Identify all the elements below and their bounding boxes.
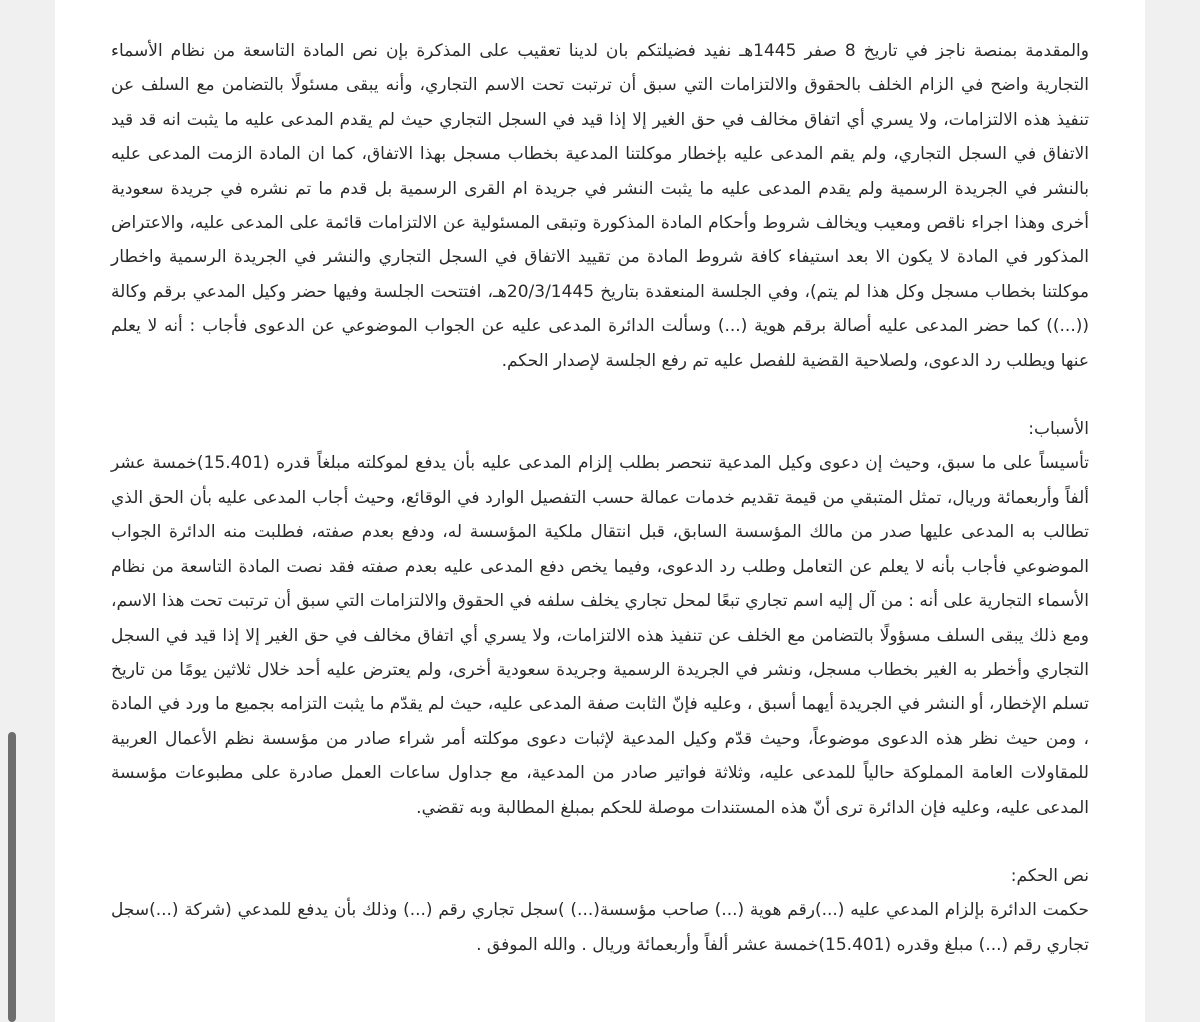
ruling-paragraph: حكمت الدائرة بإلزام المدعي عليه (...)رقم هوية (...) صاحب مؤسسة(...) )سجل تجاري رقم (...) وذلك بأن يدفع للمدعي (شركة (...)سجل تجاري رقم (...) مبلغ وقدره (15.401)خمسة عشر ألفاً وأربعمائة وريال . والله الموفق . [111,900,1089,955]
scrollbar-thumb[interactable] [8,732,16,1022]
reasons-paragraph: تأسيساً على ما سبق، وحيث إن دعوى وكيل المدعية تنحصر بطلب إلزام المدعى عليه بأن يدفع لموكلته مبلغاً قدره (15.401)خمسة عشر ألفاً وأربعمائة وريال، تمثل المتبقي من قيمة تقديم خدمات عمالة حسب التفصيل الوارد في الوقائع، وحيث أجاب المدعى عليه بأن الحق الذي تطالب به المدعى عليها صدر من مالك المؤسسة السابق، قبل انتقال ملكية المؤسسة له، ودفع بعدم صفته، فطلبت منه الدائرة الجواب الموضوعي فأجاب بأنه لا يعلم عن التعامل وطلب رد الدعوى، وفيما يخص دفع المدعى عليه بعدم صفته فقد نصت المادة التاسعة من نظام الأسماء التجارية على أنه : من آل إليه اسم تجاري تبعًا لمحل تجاري يخلف سلفه في الحقوق والالتزامات التي سبق أن ترتبت تحت هذا الاسم، ومع ذلك يبقى السلف مسؤولًا بالتضامن مع الخلف عن تنفيذ هذه الالتزامات، ولا يسري أي اتفاق مخالف في حق الغير إلا إذا قيد في السجل التجاري وأخطر به الغير بخطاب مسجل، ونشر في الجريدة الرسمية وجريدة سعودية أخرى، ولم يعترض عليه أحد خلال ثلاثين يومًا من تاريخ تسلم الإخطار، أو النشر في الجريدة أيهما أسبق ، وعليه فإنّ الثابت صفة المدعى عليه، حيث لم يقدّم ما يثبت التزامه بجميع ما ورد في المادة ، ومن حيث نظر هذه الدعوى موضوعاً، وحيث قدّم وكيل المدعية لإثبات دعوى موكلته أمر شراء صادر من مؤسسة نظم الأعمال العربية للمقاولات العامة المملوكة حالياً للمدعى عليه، وثلاثة فواتير صادر من المدعية، مع جداول ساعات العمل صادرة على مطبوعات مؤسسة المدعى عليه، وعليه فإن الدائرة ترى أنّ هذه المستندات موصلة للحكم بمبلغ المطالبة وبه تقضي. [111,453,1089,818]
scrollbar-track[interactable] [0,0,40,1022]
ruling-heading: نص الحكم: [1010,865,1089,886]
spacer [111,825,1089,859]
document-page [55,0,1145,1022]
reasons-heading: الأسباب: [1028,419,1089,440]
intro-paragraph: والمقدمة بمنصة ناجز في تاريخ 8 صفر 1445هـ نفيد فضيلتكم بان لدينا تعقيب على المذكرة بإن نص المادة التاسعة من نظام الأسماء التجارية واضح في الزام الخلف بالحقوق والالتزامات التي سبق أن ترتبت تحت الاسم التجاري، وأنه يبقى مسئولًا بالتضامن مع السلف عن تنفيذ هذه الالتزامات، ولا يسري أي اتفاق مخالف في حق الغير إلا إذا قيد في السجل التجاري حيث لم يقدم المدعى عليه ما يثبت انه قد قيد الاتفاق في السجل التجاري، ولم يقم المدعى عليه بإخطار موكلتنا المدعية بخطاب مسجل بهذا الاتفاق، كما ان المادة الزمت المدعى عليه بالنشر في الجريدة الرسمية ولم يقدم المدعى عليه ما يثبت النشر في جريدة ام القرى الرسمية بل قدم ما تم نشره في جريدة سعودية أخرى وهذا اجراء ناقص ومعيب ويخالف شروط وأحكام المادة المذكورة وتبقى المسئولية عن الالتزامات قائمة على المدعى عليه، والاعتراض المذكور في المادة لا يكون الا بعد استيفاء كافة شروط المادة من تقييد الاتفاق في السجل التجاري والنشر في الجريدة الرسمية واخطار موكلتنا بخطاب مسجل وكل هذا لم يتم)، وفي الجلسة المنعقدة بتاريخ 20/3/1445هـ، افتتحت الجلسة وفيها حضر وكيل المدعي برقم وكالة ((...)) كما حضر المدعى عليه أصالة برقم هوية (...) وسألت الدائرة المدعى عليه عن الجواب الموضوعي عن الدعوى فأجاب : أنه لا يعلم عنها ويطلب رد الدعوى، ولصلاحية القضية للفصل عليه تم رفع الجلسة لإصدار الحكم. [111,41,1089,371]
spacer [111,378,1089,412]
